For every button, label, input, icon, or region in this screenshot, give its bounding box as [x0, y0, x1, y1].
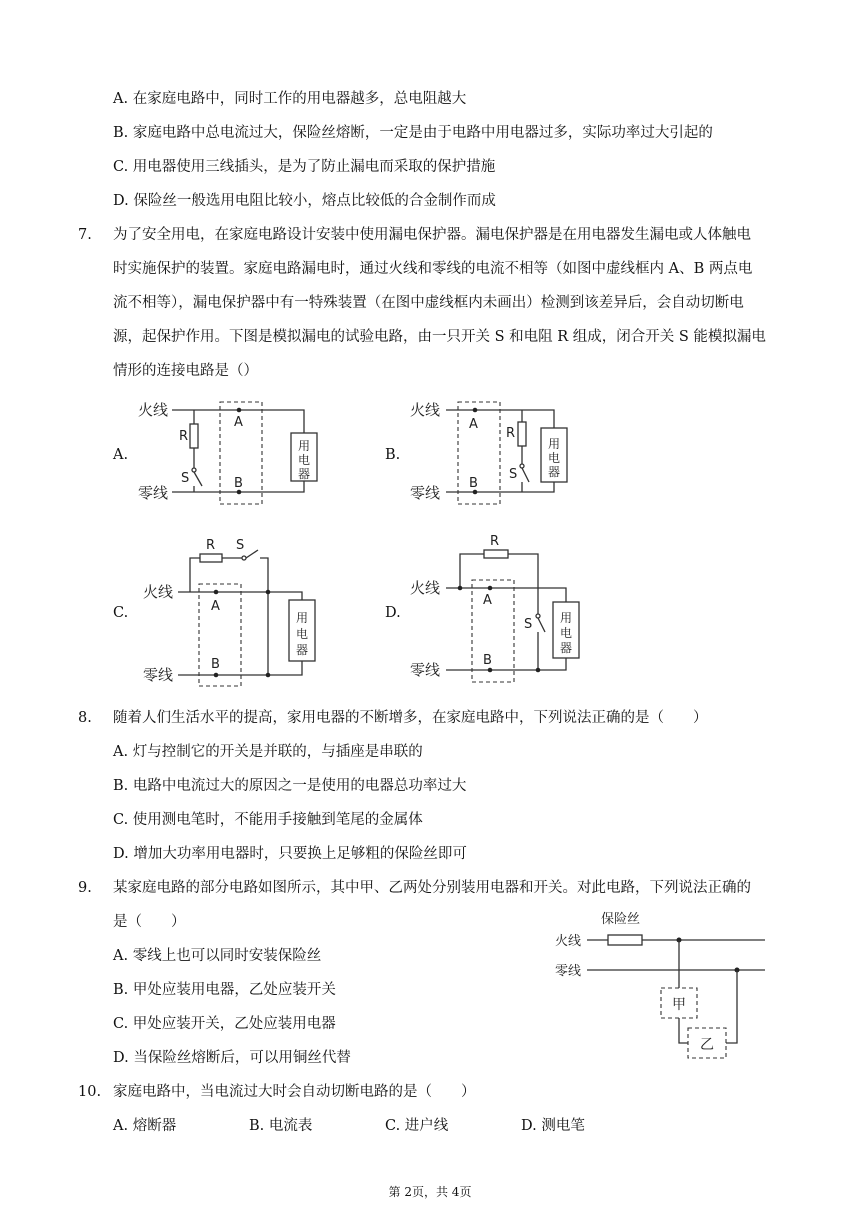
svg-text:零线: 零线	[143, 666, 174, 684]
svg-text:火线: 火线	[410, 579, 441, 597]
svg-text:B: B	[469, 476, 478, 491]
svg-text:A: A	[483, 593, 492, 608]
fuse-label: 保险丝	[601, 912, 641, 927]
svg-text:R: R	[179, 429, 189, 444]
q8-option-a: A. 灯与控制它的开关是并联的，与插座是串联的	[113, 744, 423, 760]
svg-text:用: 用	[295, 611, 309, 625]
q7-option-a-label: A.	[113, 447, 129, 463]
q10-option-a: A. 熔断器	[113, 1118, 177, 1134]
q6-option-c: C. 用电器使用三线插头，是为了防止漏电而采取的保护措施	[113, 159, 496, 175]
q8-option-b: B. 电路中电流过大的原因之一是使用的电器总功率过大	[113, 778, 467, 794]
svg-text:A: A	[211, 599, 220, 614]
svg-text:S: S	[524, 617, 533, 632]
q9-option-b: B. 甲处应装用电器，乙处应装开关	[113, 982, 336, 998]
q9-option-a: A. 零线上也可以同时安装保险丝	[113, 948, 322, 964]
svg-text:R: R	[506, 426, 516, 441]
svg-text:电: 电	[559, 626, 573, 640]
q10-option-c: C. 进户线	[385, 1118, 449, 1134]
svg-text:S: S	[509, 467, 518, 482]
q7-option-d-label: D.	[385, 605, 401, 621]
q9-diagram	[555, 910, 775, 1065]
q6-option-d: D. 保险丝一般选用电阻比较小，熔点比较低的合金制作而成	[113, 193, 496, 209]
q9-stem-line-2: 是（ ）	[113, 914, 186, 930]
svg-text:器: 器	[295, 643, 309, 657]
q9-stem-line-1: 某家庭电路的部分电路如图所示，其中甲、乙两处分别装用电器和开关。对此电路，下列说法正确的	[113, 880, 751, 896]
svg-text:电: 电	[547, 451, 561, 465]
q10-stem: 家庭电路中，当电流过大时会自动切断电路的是（ ）	[113, 1084, 476, 1100]
svg-text:B: B	[483, 653, 492, 668]
q7-stem-line-2: 时实施保护的装置。家庭电路漏电时，通过火线和零线的电流不相等（如图中虚线框内 A、B 两点电	[113, 261, 753, 277]
svg-text:R: R	[206, 538, 216, 553]
svg-text:零线: 零线	[410, 484, 441, 502]
page-footer: 第 2页，共 4页	[388, 1185, 472, 1199]
q7-number: 7.	[78, 227, 92, 243]
q7-option-c-label: C.	[113, 605, 129, 621]
q9-option-c: C. 甲处应装开关，乙处应装用电器	[113, 1016, 336, 1032]
svg-text:电: 电	[297, 453, 311, 467]
svg-text:火线: 火线	[410, 401, 441, 419]
svg-text:用: 用	[559, 611, 573, 625]
q8-option-d: D. 增加大功率用电器时，只要换上足够粗的保险丝即可	[113, 846, 467, 862]
svg-text:电: 电	[295, 627, 309, 641]
svg-text:S: S	[236, 538, 245, 553]
q7-stem-line-3: 流不相等），漏电保护器中有一特殊装置（在图中虚线框内未画出）检测到该差异后，会自动切断电	[113, 295, 744, 311]
resistor	[200, 554, 222, 562]
svg-text:A: A	[469, 417, 478, 432]
svg-text:器: 器	[547, 465, 561, 479]
resistor	[518, 422, 526, 446]
svg-text:B: B	[234, 476, 243, 491]
resistor	[190, 424, 198, 448]
svg-text:S: S	[181, 471, 190, 486]
svg-text:火线: 火线	[143, 583, 174, 601]
svg-text:零线: 零线	[555, 964, 582, 979]
svg-text:A: A	[234, 415, 243, 430]
q7-diagram-a	[138, 396, 328, 506]
leakage-protector-box	[472, 580, 514, 682]
q6-option-b: B. 家庭电路中总电流过大，保险丝熔断，一定是由于电路中用电器过多，实际功率过大引起的	[113, 125, 713, 141]
svg-text:器: 器	[559, 641, 573, 655]
svg-text:甲: 甲	[672, 997, 686, 1013]
svg-text:器: 器	[297, 467, 311, 481]
svg-text:零线: 零线	[410, 661, 441, 679]
svg-text:用: 用	[297, 439, 311, 453]
q7-diagram-b	[410, 396, 600, 506]
leakage-protector-box	[199, 584, 241, 686]
leakage-protector-box	[458, 402, 500, 504]
live-label: 火线	[138, 401, 169, 419]
resistor	[484, 550, 508, 558]
q9-option-d: D. 当保险丝熔断后，可以用铜丝代替	[113, 1050, 351, 1066]
q7-stem-line-5: 情形的连接电路是（）	[113, 363, 258, 379]
svg-text:B: B	[211, 657, 220, 672]
q7-diagram-d	[410, 530, 600, 690]
q8-option-c: C. 使用测电笔时，不能用手接触到笔尾的金属体	[113, 812, 423, 828]
q7-stem-line-4: 源，起保护作用。下图是模拟漏电的试验电路，由一只开关 S 和电阻 R 组成，闭合开关 S 能模拟漏电	[113, 329, 766, 345]
q10-option-b: B. 电流表	[249, 1118, 313, 1134]
q10-option-d: D. 测电笔	[521, 1118, 585, 1134]
q8-number: 8.	[78, 710, 92, 726]
q9-number: 9.	[78, 880, 92, 896]
svg-text:R: R	[490, 534, 500, 549]
svg-text:火线: 火线	[555, 934, 582, 949]
neutral-label: 零线	[138, 484, 169, 502]
q7-diagram-c	[140, 530, 330, 690]
q7-option-b-label: B.	[385, 447, 401, 463]
q10-number: 10.	[78, 1084, 102, 1100]
q8-stem: 随着人们生活水平的提高，家用电器的不断增多，在家庭电路中，下列说法正确的是（ ）	[113, 710, 708, 726]
q7-stem-line-1: 为了安全用电，在家庭电路设计安装中使用漏电保护器。漏电保护器是在用电器发生漏电或人体触电	[113, 227, 751, 243]
svg-text:用: 用	[547, 437, 561, 451]
q6-option-a: A. 在家庭电路中，同时工作的用电器越多，总电阻越大	[113, 91, 467, 107]
fuse	[608, 935, 642, 945]
svg-text:乙: 乙	[700, 1037, 714, 1053]
